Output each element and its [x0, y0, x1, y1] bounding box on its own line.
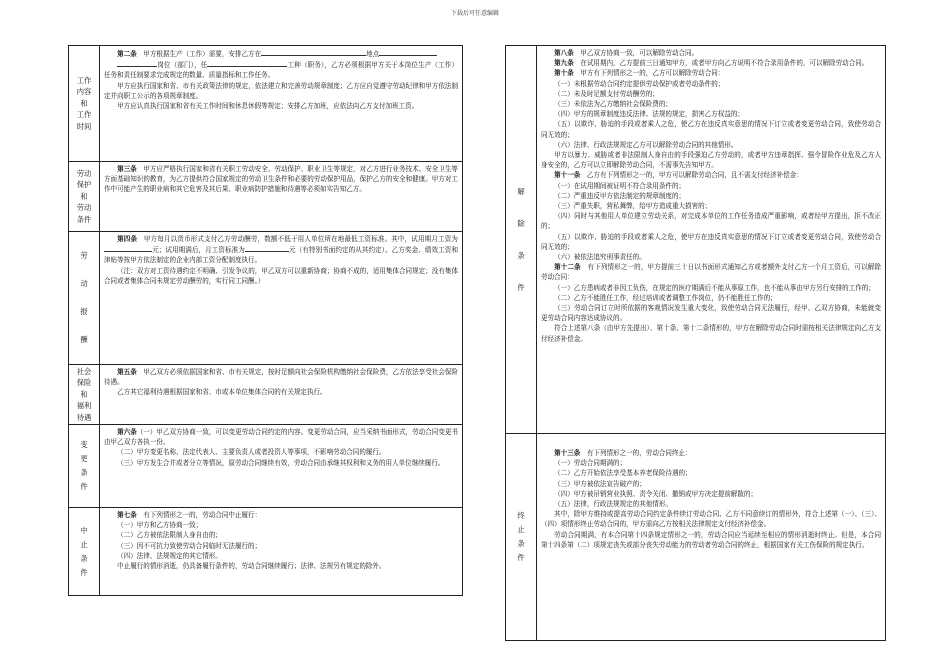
section-label-change — [69, 425, 100, 508]
s6-paragraph: 中止履行的情形消逝，仍具备履行条件的，劳动合同继续履行；法律、法规另有规定的除外。 — [117, 562, 386, 571]
row-remuneration — [69, 232, 463, 365]
s4-label-char: 社会 — [76, 366, 92, 376]
s1-label-char: 和 — [80, 98, 88, 108]
s1-paragraph: 岗位（部门），任 工种（职务），乙方必须根据甲方关于本岗位生产（工作）任务和责任制要求完成规定的数量、质量指标和工作任务。 — [104, 61, 458, 80]
r2-paragraph: 第十三条 有下列情形之一的，劳动合同终止： — [554, 449, 692, 457]
row-termination — [506, 46, 886, 434]
s6-label-char: 条 — [80, 553, 88, 563]
r2-paragraph: 其中，除甲方维持或提高劳动合同约定条件续订劳动合同、乙方不同意续订的情形外，符合上述第（一）、（三）、（四）项情形终止劳动合同的，甲方需向乙方按相关法律规定支付经济补偿金。 — [541, 510, 881, 529]
r1-paragraph: （四）同时与其他用人单位建立劳动关系，对完成本单位的工作任务造成严重影响，或者经甲方提出，拒不改正的； — [541, 212, 881, 231]
r1-label-char: 除 — [517, 218, 525, 228]
section-label-termination — [506, 46, 537, 434]
r2-label-char: 件 — [517, 553, 525, 562]
r1-paragraph: （一）在试用期间被证明不符合录用条件的； — [554, 181, 686, 190]
s6-label-char: 中 — [80, 525, 88, 535]
r1-label-char: 件 — [517, 282, 525, 292]
r1-paragraph: （六）法律、行政法规规定乙方可以解除劳动合同的其他情形。 — [554, 140, 738, 149]
s6-paragraph: （一）甲方和乙方协商一致； — [117, 521, 203, 530]
r2-label-char: 条 — [517, 539, 525, 548]
contract-table-right — [505, 45, 886, 641]
section-body-insurance — [100, 365, 463, 425]
s1-label-char: 工作 — [76, 110, 92, 120]
r1-paragraph: （五）以欺诈、胁迫的手段或者乘人之危，使乙方在违反真实意思的情况下订立或者变更劳动合同，致使劳动合同无效的； — [541, 120, 881, 139]
section-label-insurance — [69, 365, 100, 425]
r1-paragraph: 第十二条 有下列情形之一的，甲方提前三十日以书面形式通知乙方或者额外支付乙方一个月工资后，可以解除劳动合同： — [541, 263, 881, 282]
section-label-remuneration — [69, 232, 100, 365]
s2-paragraph: 第三条 甲方应严格执行国家和省有关职工劳动安全、劳动保护、职业卫生等规定，对乙方进行业务技术、安全卫生等方面基础知识的教育，为乙方提供符合国家规定的劳动卫生条件和必要的劳动保护用品，保护乙方的安全和健康。甲方对工作中可能产生的职业病和其它危害及其后果、职业病防护措施和待遇等必须如实告知乙方。 — [104, 165, 458, 194]
r2-paragraph: （三）甲方被依法宣告破产的； — [554, 479, 646, 488]
section-body-change — [100, 425, 463, 508]
r1-paragraph: 第八条 甲乙双方协商一致，可以解除劳动合同。 — [554, 49, 699, 57]
s5-label-char: 条 — [80, 468, 88, 477]
r1-paragraph: 第十条 甲方有下列情形之一的，乙方可以解除劳动合同： — [554, 69, 725, 78]
s3-label-char: 酬 — [80, 335, 88, 344]
r1-paragraph: （三）未依法为乙方缴纳社会保险费的； — [554, 100, 672, 109]
s5-paragraph: （三）甲方发生合并或者分立等情况，原劳动合同继续有效，劳动合同由承继其权利和义务的用人单位继续履行。 — [117, 458, 445, 467]
r1-paragraph: （二）未及时足额支付劳动酬劳的； — [554, 89, 659, 98]
r1-label-char: 条 — [517, 250, 525, 260]
s1-label-char: 时间 — [76, 121, 92, 131]
r1-paragraph: （三）劳动合同订立时所依据的客观情况发生重大变化，致使劳动合同无法履行，经甲、乙双方协商，未能就变更劳动合同内容达成协议的。 — [541, 304, 881, 323]
s6-paragraph: （二）乙方被依法限制人身自由的； — [117, 531, 222, 540]
contract-table-left — [68, 45, 463, 596]
section-body-work — [100, 46, 463, 162]
s4-label-char: 待遇 — [76, 412, 92, 422]
s1-paragraph: 甲方应执行国家和省、市有关政策法律的规定，依法建立和完善劳动规章制度；乙方应自觉遵守劳动纪律和甲方依法制定并向职工公示的各项规章制度。 — [104, 81, 458, 100]
s6-paragraph: 第七条 有下列情形之一的，劳动合同中止履行： — [117, 511, 262, 519]
r1-paragraph: （四）甲方的规章制度违反法律、法规的规定，损害乙方权益的； — [554, 110, 744, 119]
section-body-remuneration — [100, 232, 463, 365]
s4-label-char: 福利 — [76, 401, 92, 411]
s5-label-char: 更 — [80, 454, 88, 463]
r1-paragraph: （一）未根据劳动合同约定提供劳动保护或者劳动条件的； — [554, 79, 725, 88]
row-labor-protection — [69, 162, 463, 232]
s3-label-char: 劳 — [80, 251, 88, 260]
s6-label-char: 件 — [80, 567, 88, 577]
r2-label-char: 终 — [517, 511, 525, 520]
row-suspension-conditions — [69, 508, 463, 596]
row-work-content — [69, 46, 463, 162]
r1-paragraph: 第十一条 乙方有下列情形之一的，甲方可以解除劳动合同，且不需支付经济补偿金： — [554, 171, 803, 180]
s6-paragraph: （三）因不可抗力致使劳动合同临时无法履行的； — [117, 541, 262, 550]
s2-label-char: 条件 — [76, 214, 92, 224]
s2-label-char: 劳动 — [76, 168, 92, 178]
s4-label-char: 保险 — [76, 378, 92, 388]
r2-paragraph: （四）甲方被吊销营业执照、责令关闭、撤销或甲方决定提前解散的； — [554, 489, 758, 498]
section-body-protection — [100, 162, 463, 232]
section-label-work — [69, 46, 100, 162]
r1-paragraph: （五）以欺诈、胁迫的手段或者乘人之危，使甲方在违反真实意思的情况下订立或者变更劳动合同，致使劳动合同无效的； — [541, 232, 881, 251]
r1-paragraph: 符合上述第八条（由甲方先提出）、第十条、第十二条情形的，甲方在解除劳动合同时需按相关法律规定向乙方支付经济补偿金。 — [541, 324, 881, 343]
r2-label-char: 止 — [517, 525, 525, 534]
section-label-ending — [506, 434, 537, 641]
r1-paragraph: 第九条 在试用期内，乙方提前三日通知甲方，或者甲方向乙方说明不符合录用条件的，可以解除劳动合同。 — [554, 59, 869, 68]
s3-label-char: 动 — [80, 279, 88, 288]
r2-paragraph: 劳动合同期满，有本合同第十四条规定情形之一的，劳动合同应当延续至相应的情形消逝时终止。但是，本合同第十四条第（二）项规定丧失或部分丧失劳动能力的劳动者劳动合同的终止，根据国家有关工伤保险的规定执行。 — [541, 530, 881, 549]
s2-label-char: 保护 — [76, 180, 92, 190]
row-social-insurance — [69, 365, 463, 425]
s4-paragraph: 第五条 甲乙双方必须依据国家和省、市有关规定，按时足额向社会保险机构缴纳社会保险费，乙方依法享受社会保险待遇。 — [104, 368, 458, 387]
r1-paragraph: （一）乙方患病或者非因工负伤，在规定的医疗期满后不能从事原工作，也不能从事由甲方另行安排的工作的； — [554, 283, 875, 292]
r1-paragraph: （六）被依法追究刑事责任的。 — [554, 253, 646, 262]
s3-paragraph: 第四条 甲方每月以货币形式支付乙方劳动酬劳，数额不低于用人单位所在地最低工资标准。其中，试用期月工资为元；试用期满后，月工资标准为 元（有特别书面约定的从其约定）。乙方奖金、绩效工资和津贴等按甲方依法制定的企业内部工资分配制度执行。 — [104, 235, 458, 265]
section-body-suspension — [100, 508, 463, 596]
s6-paragraph: （四）法律、法规规定的其它情形。 — [117, 551, 222, 560]
s2-label-char: 和 — [80, 191, 88, 201]
s5-label-char: 变 — [80, 440, 88, 449]
r1-label-char: 解 — [517, 186, 525, 196]
r1-paragraph: 甲方以暴力、威胁或者非法限制人身自由的手段强迫乙方劳动的，或者甲方违章指挥、强令冒险作业危及乙方人身安全的，乙方可以立即解除劳动合同，不需事先告知甲方。 — [541, 151, 881, 170]
r2-paragraph: （五）法律，行政法规规定的其他情形。 — [554, 500, 672, 509]
s3-label-char: 报 — [80, 307, 88, 316]
s2-label-char: 劳动 — [76, 203, 92, 213]
r1-paragraph: （三）严重失职，营私舞弊，给甲方造成重大损害的； — [554, 202, 712, 211]
s4-label-char: 和 — [80, 389, 88, 399]
r1-paragraph: （二）严重违反甲方依法制定的规章制度的； — [554, 191, 686, 200]
s4-paragraph: 乙方其它福利待遇根据国家和省、市或本单位集体合同的有关规定执行。 — [117, 388, 327, 397]
section-label-protection — [69, 162, 100, 232]
r1-paragraph: （二）乙方不能胜任工作，经过培训或者调整工作岗位，仍不能胜任工作的； — [554, 293, 777, 302]
section-label-suspension — [69, 508, 100, 596]
r2-paragraph: （二）乙方开始依法享受基本养老保险待遇的； — [554, 469, 692, 478]
s6-label-char: 止 — [80, 539, 88, 549]
page-header-note: 下载后可任意编辑 — [450, 10, 499, 17]
s1-label-char: 内容 — [76, 87, 92, 97]
section-body-ending — [537, 434, 886, 641]
s5-paragraph: （二）甲方变更名称、法定代表人、主要负责人或者投资人等事项，不影响劳动合同的履行。 — [117, 448, 386, 457]
section-body-termination — [537, 46, 886, 434]
s1-paragraph: 甲方应认真执行国家和省有关工作时间和休息休假等规定；安排乙方加班，应依法向乙方支付加班工资。 — [117, 102, 419, 111]
s5-label-char: 件 — [80, 482, 88, 491]
row-ending — [506, 434, 886, 641]
s1-paragraph: 第二条 甲方根据生产（工作）需要，安排乙方在 地点 — [104, 48, 458, 59]
s1-label-char: 工作 — [76, 75, 92, 85]
r2-paragraph: （一）劳动合同期满的； — [554, 459, 627, 468]
row-change-conditions — [69, 425, 463, 508]
s5-paragraph: 第六条（一）甲乙双方协商一致，可以变更劳动合同约定的内容。变更劳动合同，应当采纳书面形式，劳动合同变更书由甲乙双方各执一份。 — [104, 428, 458, 447]
s3-paragraph: （注：双方对工资待遇约定不明确、引发争议的，甲乙双方可以重新协商；协商不成的，适用集体合同规定；没有集体合同或者集体合同未规定劳动酬劳的，实行同工同酬。） — [104, 266, 458, 285]
